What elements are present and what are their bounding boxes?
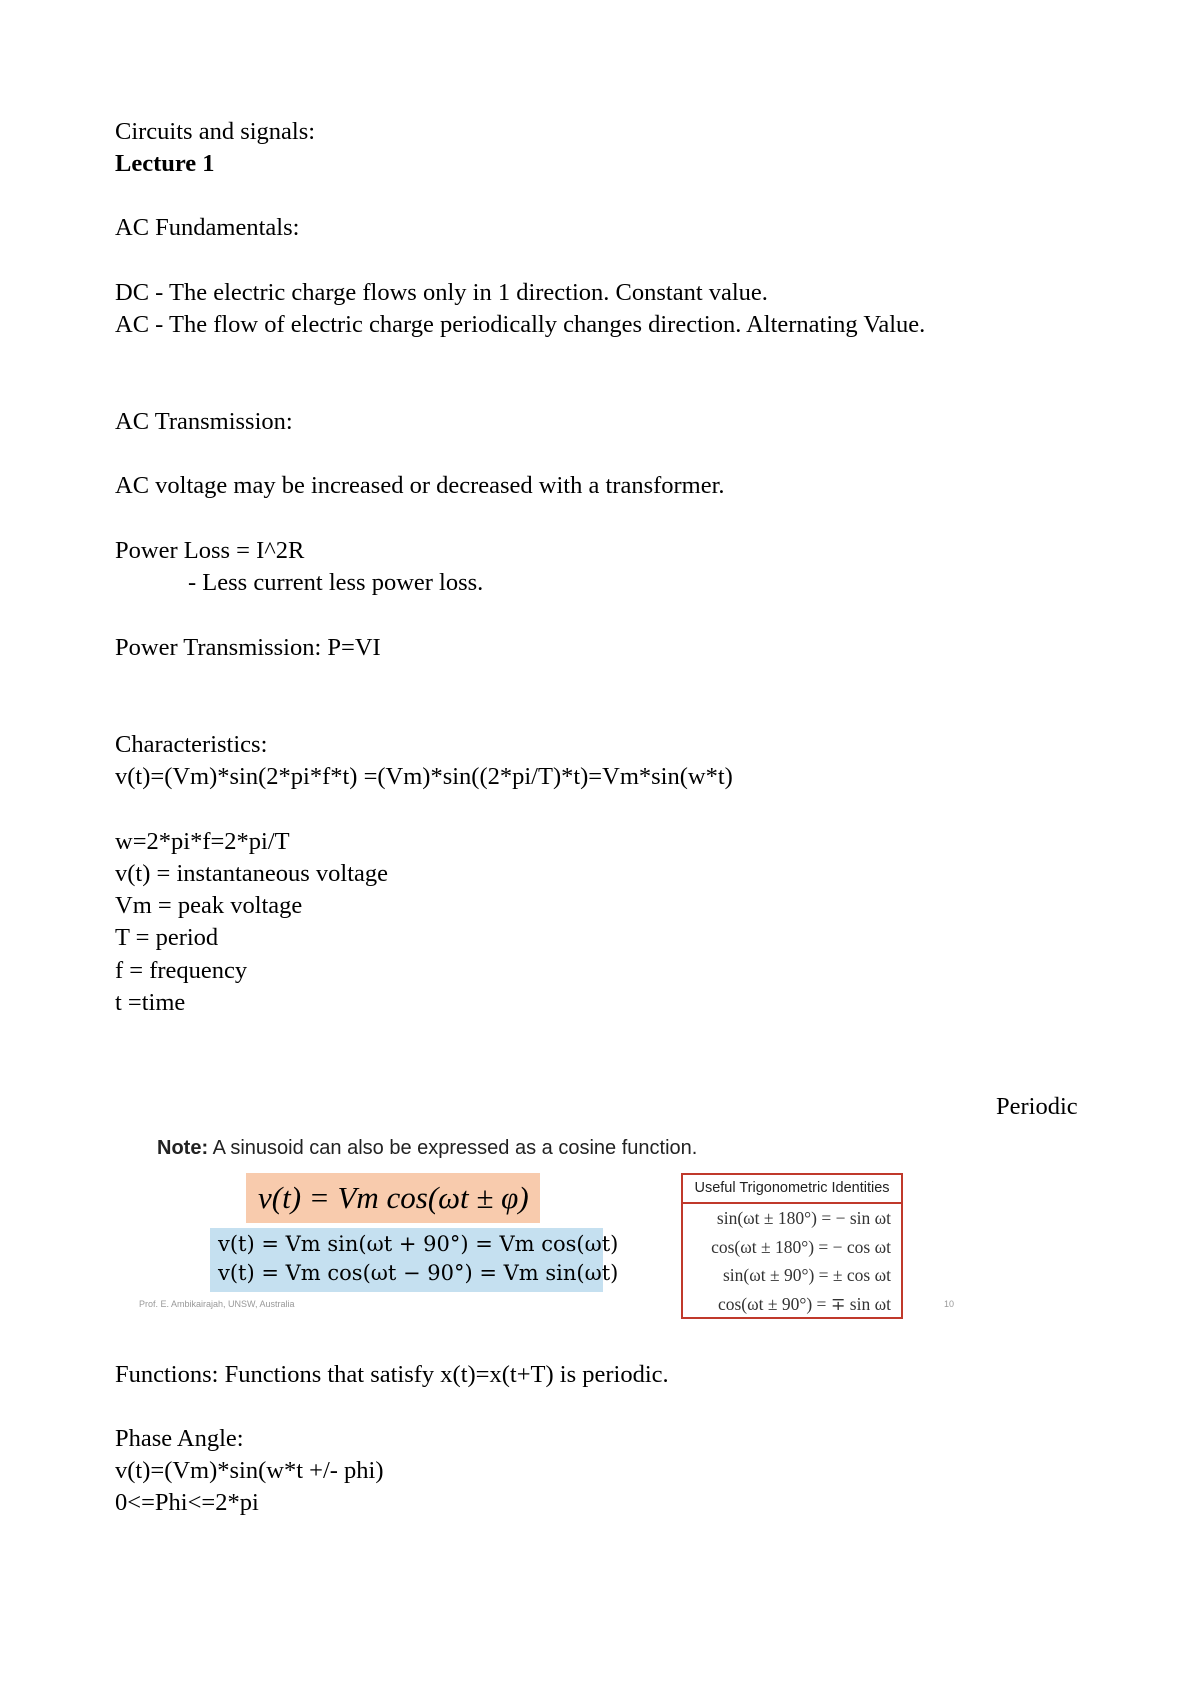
phase-equation: v(t)=(Vm)*sin(w*t +/- phi)	[115, 1457, 384, 1484]
phi-range: 0<=Phi<=2*pi	[115, 1489, 259, 1516]
trig-table-title: Useful Trigonometric Identities	[683, 1175, 901, 1204]
power-transmission: Power Transmission: P=VI	[115, 634, 381, 661]
trig-row: sin(ωt ± 180°) = − sin ωt	[716, 1208, 891, 1228]
trig-row: cos(ωt ± 90°) = ∓ sin ωt	[717, 1293, 891, 1314]
note-label: Note:	[157, 1137, 209, 1159]
ac-fundamentals-heading: AC Fundamentals:	[115, 214, 300, 241]
definition-line: T = period	[115, 924, 219, 951]
course-title: Circuits and signals:	[115, 118, 316, 145]
lecture-heading: Lecture 1	[115, 150, 215, 177]
embedded-slide-image	[135, 1133, 975, 1323]
transformer-note: AC voltage may be increased or decreased with a transformer.	[115, 472, 725, 499]
functions-line: Functions: Functions that satisfy x(t)=x(t+T) is periodic.	[115, 1361, 669, 1388]
cosine-form-box: v(t) = Vm cos(ωt ± φ)	[246, 1173, 540, 1223]
power-loss-note: - Less current less power loss.	[188, 569, 484, 596]
definition-line: f = frequency	[115, 957, 248, 984]
slide-page-number: 10	[944, 1299, 955, 1309]
definition-line: v(t) = instantaneous voltage	[115, 860, 389, 887]
ac-transmission-heading: AC Transmission:	[115, 408, 293, 435]
trig-row: sin(ωt ± 90°) = ± cos ωt	[723, 1265, 891, 1285]
phase-angle-heading: Phase Angle:	[115, 1425, 244, 1452]
trig-row: cos(ωt ± 180°) = − cos ωt	[711, 1236, 891, 1257]
main-equation: v(t)=(Vm)*sin(2*pi*f*t) =(Vm)*sin((2*pi/T)*t)=Vm*sin(w*t)	[115, 763, 733, 790]
sin-cos-identities-box	[210, 1228, 619, 1292]
ac-definition: AC - The flow of electric charge periodically changes direction. Alternating Value.	[115, 311, 926, 338]
identity-line: v(t) = Vm sin(ωt + 90°) = Vm cos(ωt)	[218, 1232, 619, 1256]
periodic-label: Periodic	[996, 1093, 1078, 1120]
characteristics-heading: Characteristics:	[115, 731, 268, 758]
definition-line: t =time	[115, 989, 186, 1016]
definition-line: Vm = peak voltage	[115, 892, 303, 919]
definition-line: w=2*pi*f=2*pi/T	[115, 828, 290, 855]
note-text: A sinusoid can also be expressed as a cosine function.	[212, 1137, 698, 1159]
power-loss: Power Loss = I^2R	[115, 537, 305, 564]
dc-definition: DC - The electric charge flows only in 1 direction. Constant value.	[115, 279, 768, 306]
trig-identities-table	[681, 1173, 903, 1319]
identity-line: v(t) = Vm cos(ωt − 90°) = Vm sin(ωt)	[218, 1261, 619, 1285]
slide-note	[157, 1137, 697, 1160]
slide-credit: Prof. E. Ambikairajah, UNSW, Australia	[139, 1299, 295, 1309]
